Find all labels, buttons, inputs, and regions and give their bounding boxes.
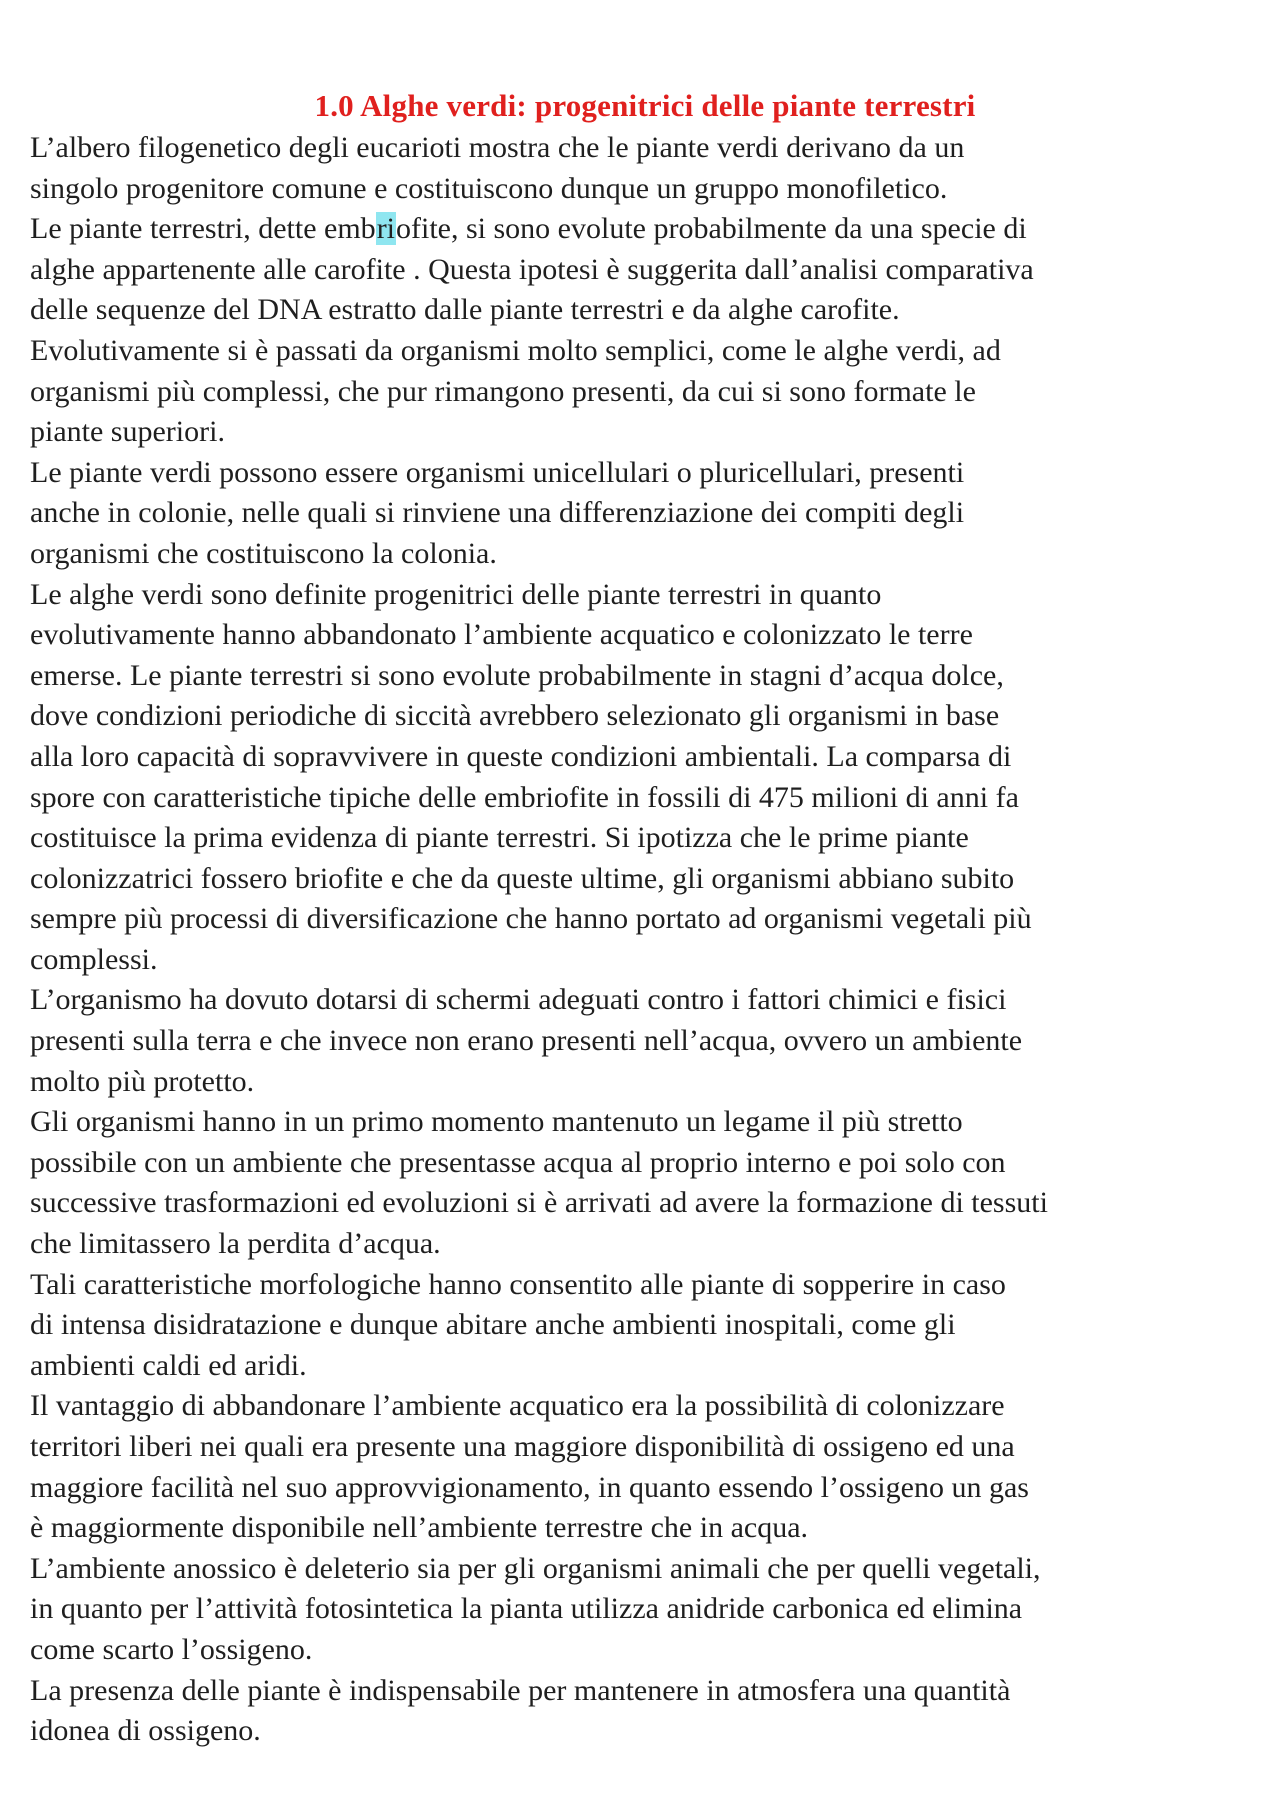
text-line: organismi che costituiscono la colonia. [30, 536, 497, 570]
paragraph [30, 209, 1260, 331]
text-segment: ofite, si sono evolute probabilmente da una specie di [396, 212, 1027, 246]
paragraph [30, 575, 1260, 981]
text-line: Tali caratteristiche morfologiche hanno consentito alle piante di sopperire in caso [30, 1267, 1006, 1301]
text-line: Il vantaggio di abbandonare l’ambiente acquatico era la possibilità di colonizzare [30, 1389, 1005, 1423]
text-line: organismi più complessi, che pur rimangono presenti, da cui si sono formate le [30, 374, 976, 408]
text-line [30, 209, 1260, 250]
text-line: maggiore facilità nel suo approvvigionamento, in quanto essendo l’ossigeno un gas [30, 1470, 1029, 1504]
text-line: Evolutivamente si è passati da organismi molto semplici, come le alghe verdi, ad [30, 333, 1001, 367]
text-line: ambienti caldi ed aridi. [30, 1348, 307, 1382]
text-line: presenti sulla terra e che invece non erano presenti nell’acqua, ovvero un ambiente [30, 1024, 1023, 1058]
text-line: sempre più processi di diversificazione che hanno portato ad organismi vegetali più [30, 902, 1032, 936]
text-line: singolo progenitore comune e costituiscono dunque un gruppo monofiletico. [30, 171, 948, 205]
text-line: Le piante verdi possono essere organismi unicellulari o pluricellulari, presenti [30, 455, 965, 489]
text-line: dove condizioni periodiche di siccità avrebbero selezionato gli organismi in base [30, 699, 1000, 733]
text-line: è maggiormente disponibile nell’ambiente terrestre che in acqua. [30, 1511, 809, 1545]
document-page [30, 86, 1260, 1752]
text-line: evolutivamente hanno abbandonato l’ambiente acquatico e colonizzato le terre [30, 618, 973, 652]
text-line: che limitassero la perdita d’acqua. [30, 1227, 441, 1261]
text-line: idonea di ossigeno. [30, 1714, 261, 1748]
text-line: emerse. Le piante terrestri si sono evolute probabilmente in stagni d’acqua dolce, [30, 658, 1004, 692]
text-segment: Le piante terrestri, dette emb [30, 212, 376, 246]
paragraph [30, 331, 1260, 453]
text-line: possibile con un ambiente che presentasse acqua al proprio interno e poi solo con [30, 1145, 1006, 1179]
text-line: Gli organismi hanno in un primo momento mantenuto un legame il più stretto [30, 1105, 963, 1139]
text-line: anche in colonie, nelle quali si rinviene una differenziazione dei compiti degli [30, 496, 965, 530]
page-title: 1.0 Alghe verdi: progenitrici delle piante terrestri [314, 88, 976, 123]
text-line: come scarto l’ossigeno. [30, 1632, 313, 1666]
text-line: piante superiori. [30, 415, 225, 449]
paragraph [30, 453, 1260, 575]
paragraph [30, 1102, 1260, 1264]
document-body [30, 128, 1260, 1752]
text-line: di intensa disidratazione e dunque abitare anche ambienti inospitali, come gli [30, 1308, 956, 1342]
text-line: in quanto per l’attività fotosintetica la pianta utilizza anidride carbonica ed elimina [30, 1592, 1023, 1626]
text-line: spore con caratteristiche tipiche delle embriofite in fossili di 475 milioni di anni fa [30, 780, 1019, 814]
paragraph [30, 980, 1260, 1102]
text-line: complessi. [30, 942, 158, 976]
text-line: costituisce la prima evidenza di piante terrestri. Si ipotizza che le prime piante [30, 821, 969, 855]
text-highlight: ri [376, 212, 396, 246]
text-line: La presenza delle piante è indispensabile per mantenere in atmosfera una quantità [30, 1673, 1011, 1707]
text-line: successive trasformazioni ed evoluzioni si è arrivati ad avere la formazione di tessuti [30, 1186, 1048, 1220]
text-line: territori liberi nei quali era presente una maggiore disponibilità di ossigeno ed una [30, 1430, 1015, 1463]
text-line: Le alghe verdi sono definite progenitrici delle piante terrestri in quanto [30, 577, 882, 611]
text-line: L’albero filogenetico degli eucarioti mostra che le piante verdi derivano da un [30, 131, 965, 164]
paragraph [30, 128, 1260, 209]
text-line: delle sequenze del DNA estratto dalle piante terrestri e da alghe carofite. [30, 293, 900, 327]
text-line: L’ambiente anossico è deleterio sia per gli organismi animali che per quelli vegetali, [30, 1551, 1041, 1585]
paragraph [30, 1671, 1260, 1752]
text-line: colonizzatrici fossero briofite e che da queste ultime, gli organismi abbiano subito [30, 861, 1015, 895]
paragraph [30, 1265, 1260, 1387]
text-line: molto più protetto. [30, 1064, 255, 1098]
text-line: L’organismo ha dovuto dotarsi di schermi adeguati contro i fattori chimici e fisici [30, 983, 1007, 1017]
paragraph [30, 1549, 1260, 1671]
text-line: alghe appartenente alle carofite . Questa ipotesi è suggerita dall’analisi comparativa [30, 252, 1034, 286]
text-line: alla loro capacità di sopravvivere in queste condizioni ambientali. La comparsa di [30, 739, 1012, 773]
paragraph [30, 1386, 1260, 1548]
